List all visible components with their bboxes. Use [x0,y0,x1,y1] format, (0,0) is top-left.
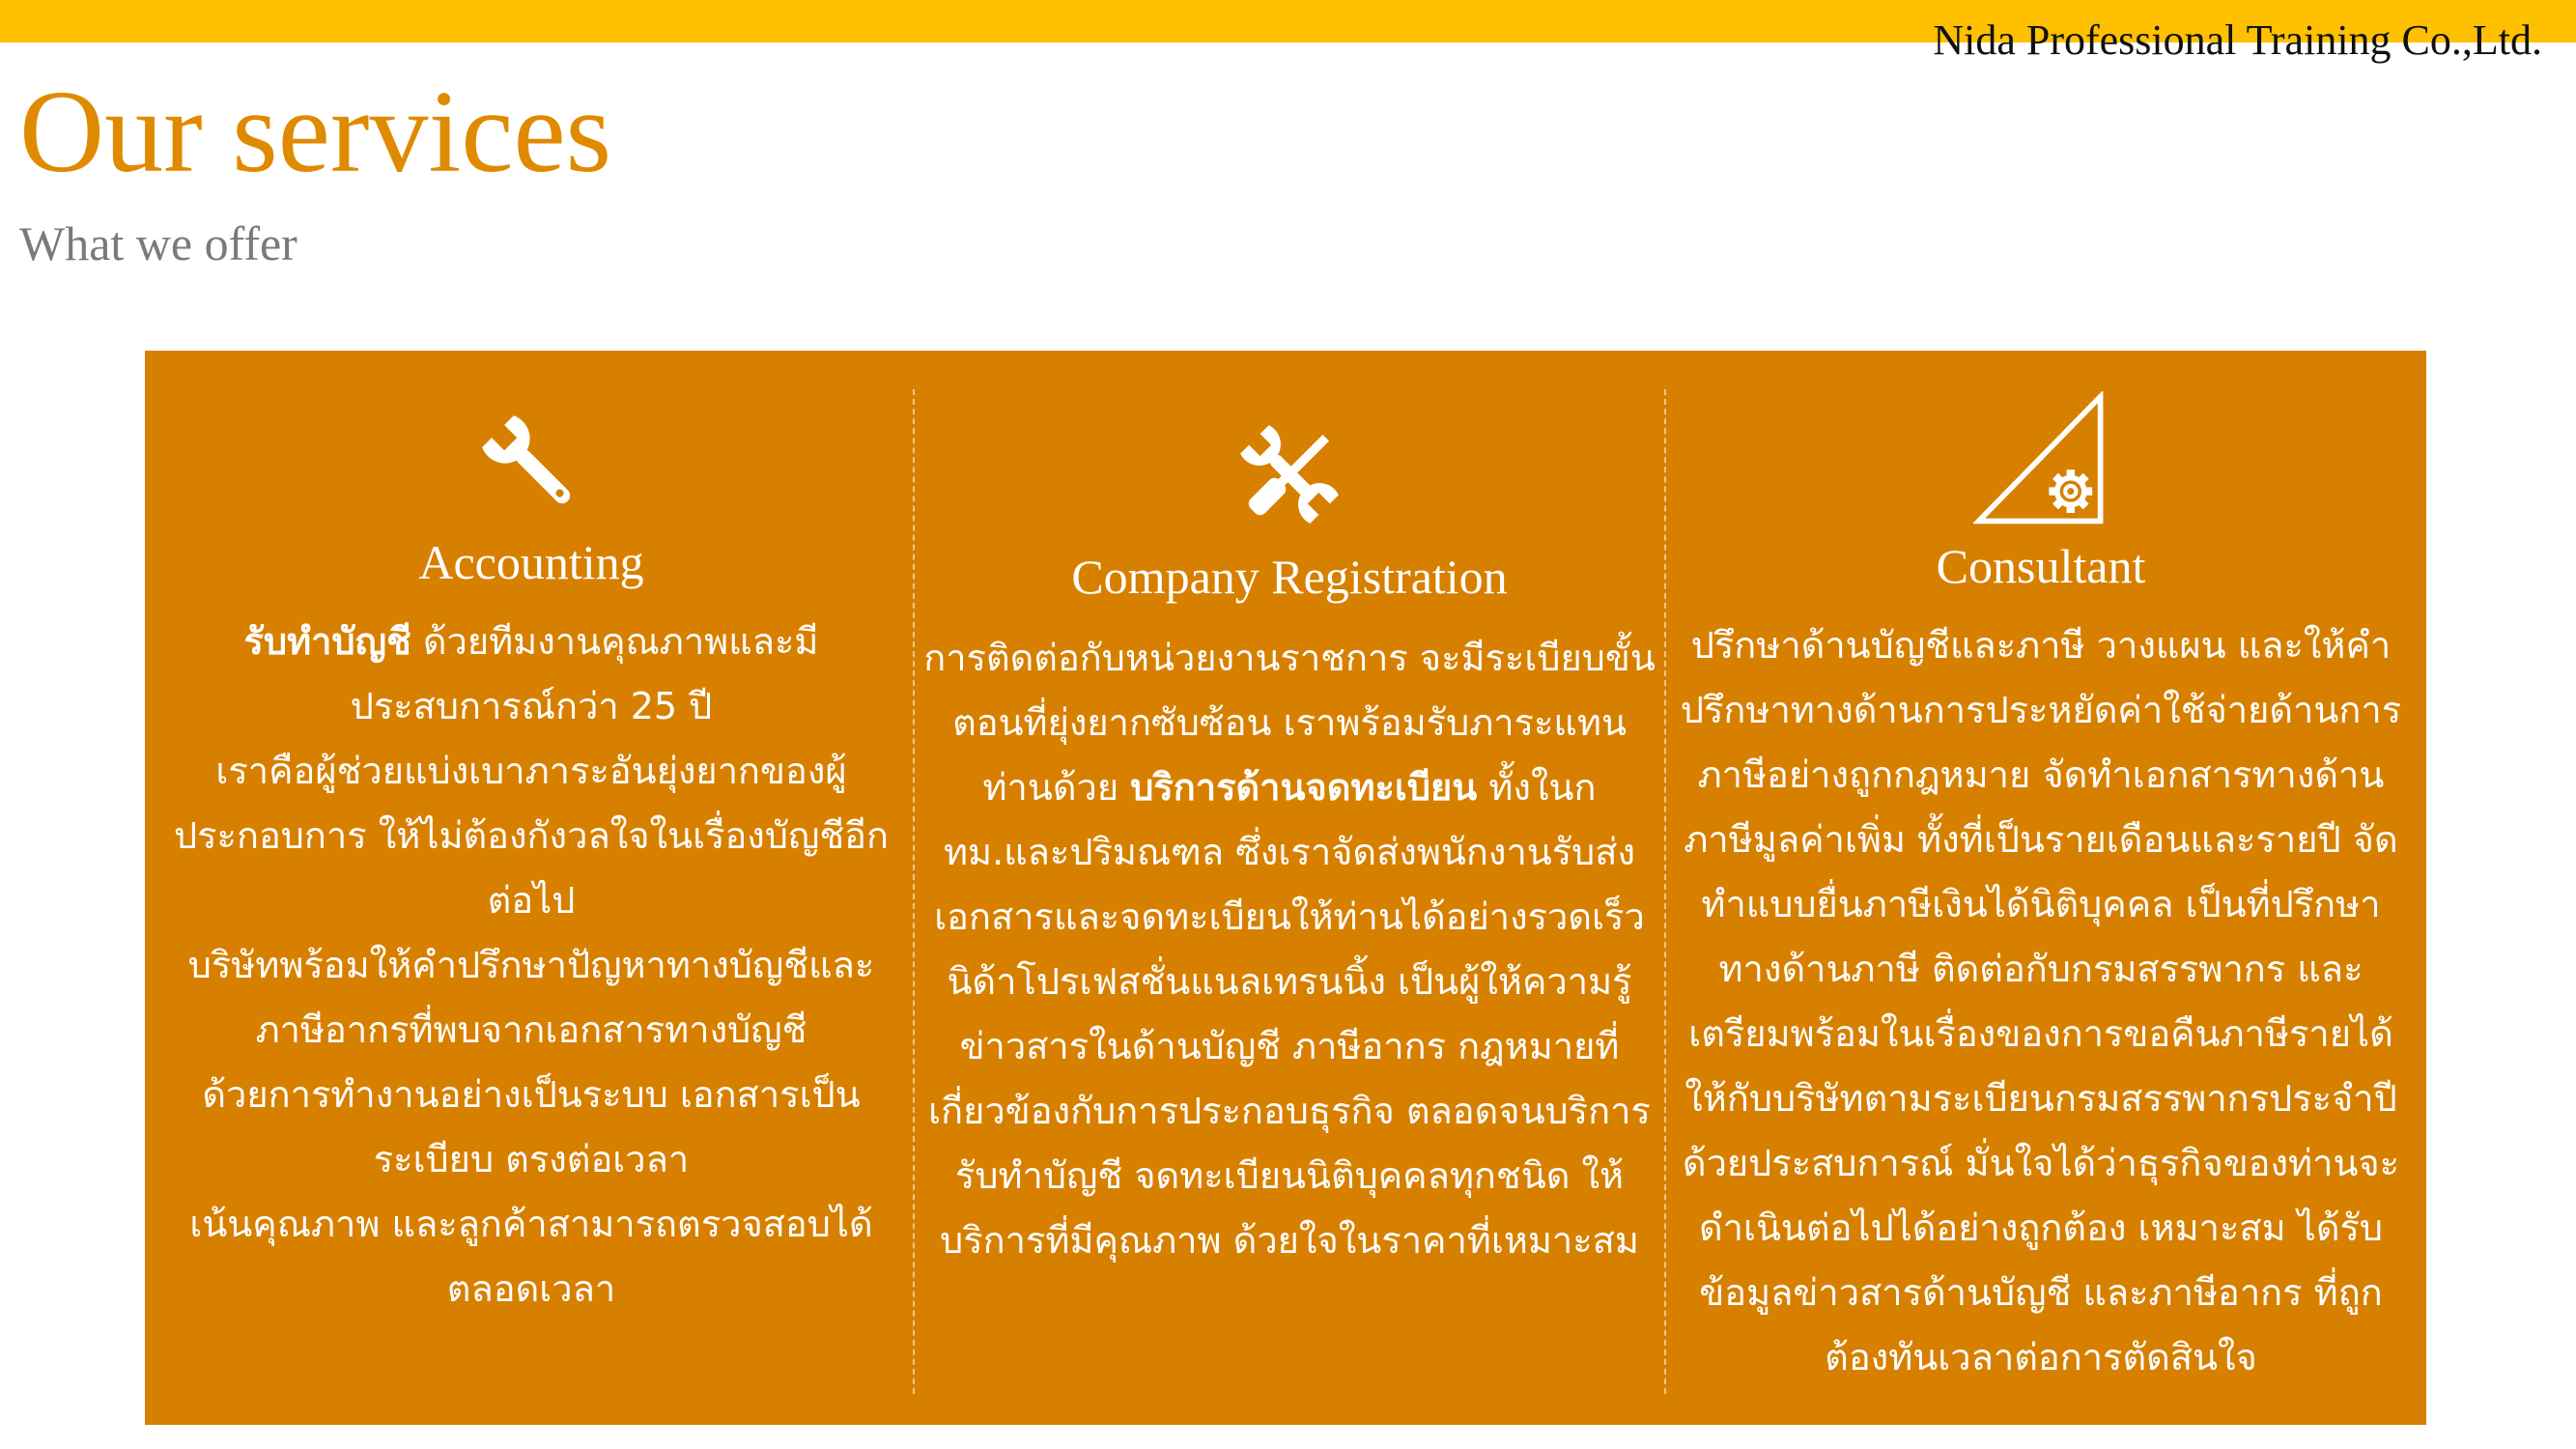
service-paragraph: เน้นคุณภาพ และลูกค้าสามารถตรวจสอบได้ตลอดเวลา [189,1203,873,1310]
page-title: Our services [19,67,612,197]
service-title: Accounting [418,535,644,589]
service-paragraph [922,626,1656,1273]
service-description [164,610,898,1321]
service-description [922,626,1656,1273]
highlight-text: รับทำบัญชี [243,620,411,663]
service-paragraph: ปรึกษาด้านบัญชีและภาษี วางแผน และให้คำปรึกษาทางด้านการประหยัดค่าใช้จ่ายด้านการภาษีอย่างถูกกฎหมาย จัดทำเอกสารทางด้านภาษีมูลค่าเพิ่ม ทั้งที่เป็นรายเดือนและรายปี จัดทำแบบยื่นภาษีเงินได้นิติบุคคล เป็นที่ปรึกษาทางด้านภาษี ติดต่อกับกรมสรรพากร และเตรียมพร้อมในเรื่องของการขอคืนภาษีรายได้ ให้กับบริษัทตามระเบียนกรมสรรพากรประจำปี [1680,624,2402,1120]
paragraph-text: การติดต่อกับหน่วยงานราชการ จะมีระเบียบขั้นตอนที่ยุ่งยากซับซ้อน เราพร้อมรับภาระแทนท่านด้วย [923,637,1656,809]
service-title: Company Registration [1071,550,1508,604]
column-divider [1664,389,1666,1394]
paragraph-text: ด้วยทีมงานคุณภาพและมีประสบการณ์กว่า 25 ปี [350,620,819,727]
service-title: Consultant [1936,539,2146,593]
service-paragraph [164,610,898,739]
ruler-gear-icon [1973,391,2109,526]
tools-icon [1233,418,1345,530]
service-description [1674,613,2408,1390]
highlight-text: บริการด้านจดทะเบียน [1130,766,1478,809]
service-paragraph: บริษัทพร้อมให้คำปรึกษาปัญหาทางบัญชีและภาษีอากรที่พบจากเอกสารทางบัญชี [187,944,875,1051]
page-subtitle: What we offer [19,216,297,270]
company-name: Nida Professional Training Co.,Ltd. [1933,16,2542,64]
service-paragraph: ด้วยประสบการณ์ มั่นใจได้ว่าธุรกิจของท่านจะดำเนินต่อไปได้อย่างถูกต้อง เหมาะสม ได้รับข้อมูลข่าวสารด้านบัญชี และภาษีอากร ที่ถูกต้องทันเวลาต่อการตัดสินใจ [1682,1142,2400,1378]
column-divider [913,389,915,1394]
service-paragraph: ด้วยการทำงานอย่างเป็นระบบ เอกสารเป็นระเบียบ ตรงต่อเวลา [202,1073,861,1180]
wrench-icon [475,409,587,521]
service-paragraph: เราคือผู้ช่วยแบ่งเบาภาระอันยุ่งยากของผู้ประกอบการ ให้ไม่ต้องกังวลใจในเรื่องบัญชีอีกต่อไป [174,750,889,922]
services-panel [145,351,2426,1425]
paragraph-text: ทั้งในกทม.และปริมณฑล ซึ่งเราจัดส่งพนักงานรับส่งเอกสารและจดทะเบียนให้ท่านได้อย่างรวดเร็ว นิด้าโปรเฟสชั่นแนลเทรนนิ้ง เป็นผู้ให้ความรู้ข่าวสารในด้านบัญชี ภาษีอากร กฎหมายที่เกี่ยวข้องกับการประกอบธุรกิจ ตลอดจนบริการรับทำบัญชี จดทะเบียนนิติบุคคลทุกชนิด ให้บริการที่มีคุณภาพ ด้วยใจในราคาที่เหมาะสม [928,766,1651,1262]
